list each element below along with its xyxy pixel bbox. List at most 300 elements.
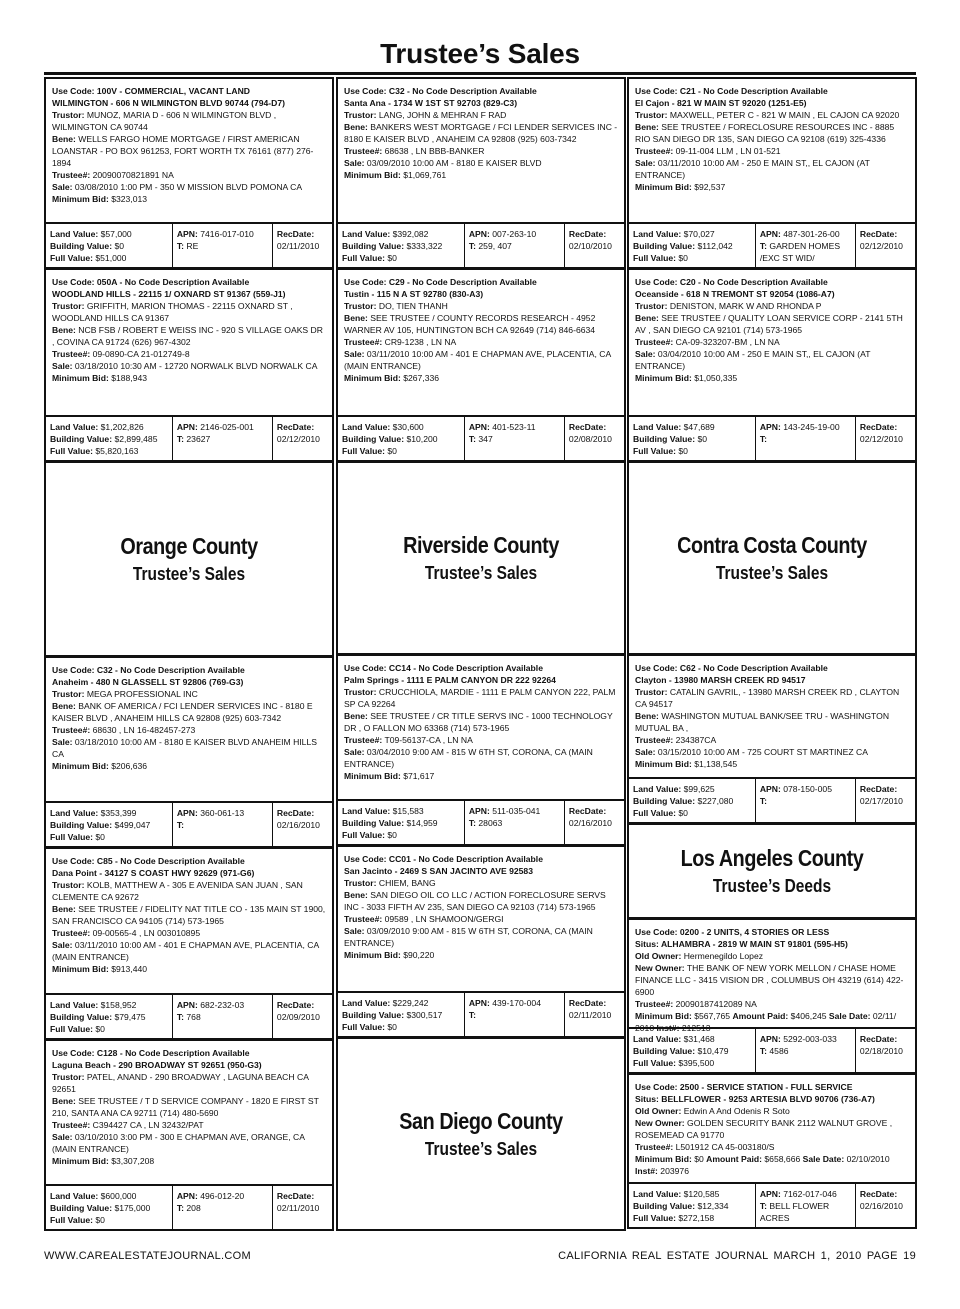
- value-line: [633, 433, 751, 445]
- value-line: [469, 805, 560, 817]
- listing-line: [635, 938, 909, 950]
- listing-text: [338, 270, 624, 384]
- value-line: [277, 999, 328, 1011]
- county-name: Riverside County: [403, 532, 559, 558]
- value-amount: $600,000: [98, 1191, 137, 1201]
- listing-line: [344, 97, 618, 109]
- listing-line: [52, 664, 326, 676]
- listing-line: [344, 734, 618, 746]
- field-value: 03/15/2010 10:00 AM - 725 COURT ST MARTINEZ CA: [655, 747, 868, 757]
- field-value: 03/10/2010 3:00 PM - 300 E CHAPMAN AVE, ORANGE, CA (MAIN ENTRANCE): [52, 1132, 305, 1154]
- listing-line: [635, 998, 909, 1010]
- field-value: 20090187412089 NA: [673, 999, 757, 1009]
- listing-line: [52, 1059, 326, 1071]
- field-label: WOODLAND HILLS - 22115 1/ OXNARD ST 91367 (559-J1): [52, 289, 286, 299]
- field-value: CR9-1238 , LN NA: [382, 337, 457, 347]
- value-label: Building Value:: [633, 1046, 696, 1056]
- values-cell: [46, 224, 172, 267]
- value-label: Building Value:: [50, 1012, 113, 1022]
- field-value: 03/11/2010 10:00 AM - 401 E CHAPMAN AVE, PLACENTIA, CA (MAIN ENTRANCE): [52, 940, 319, 962]
- value-amount: $47,689: [681, 422, 715, 432]
- listing-line: [52, 736, 326, 760]
- value-amount: $395,500: [675, 1058, 715, 1068]
- listing-line: [344, 662, 618, 674]
- value-amount: 401-523-11: [489, 422, 536, 432]
- listing-card: [336, 268, 626, 462]
- value-amount: 02/18/2010: [859, 1046, 903, 1056]
- listing-text: [46, 658, 332, 772]
- listing-line: [52, 85, 326, 97]
- field-label: Amount Paid:: [732, 1011, 789, 1021]
- field-label: Sale:: [344, 747, 365, 757]
- value-label: Land Value:: [50, 1191, 99, 1201]
- field-value: GOLDEN SECURITY BANK 2112 WALNUT GROVE , ROSEMEAD CA 91770: [635, 1118, 893, 1140]
- field-value: CATALIN GAVRIL, - 13980 MARSH CREEK RD , CLAYTON CA 94517: [635, 687, 900, 709]
- value-label: Full Value:: [633, 1058, 676, 1068]
- listing-line: [52, 676, 326, 688]
- listing-line: [52, 724, 326, 736]
- field-value: 68638 , LN BBB-BANKER: [382, 146, 485, 156]
- value-amount: $14,959: [404, 818, 438, 828]
- value-line: [50, 445, 168, 457]
- value-amount: 259, 407: [476, 241, 512, 251]
- value-line: [760, 433, 851, 445]
- listing-line: [52, 939, 326, 963]
- listing-line: [52, 688, 326, 700]
- field-label: Use Code: C20 - No Code Description Available: [635, 277, 828, 287]
- value-label: Building Value:: [50, 820, 113, 830]
- values-cell: [755, 779, 855, 822]
- values-cell: [272, 224, 332, 267]
- value-amount: 511-035-041: [489, 806, 541, 816]
- value-line: [50, 228, 168, 240]
- listing-line: [344, 372, 618, 384]
- value-label: Land Value:: [633, 1034, 682, 1044]
- value-amount: $120,585: [681, 1189, 720, 1199]
- field-label: Minimum Bid:: [635, 759, 692, 769]
- listing-line: [635, 157, 909, 181]
- field-label: Trustor:: [635, 301, 668, 311]
- values-cell: [629, 417, 755, 460]
- field-label: Sale:: [635, 158, 656, 168]
- field-label: Oceanside - 618 N TREMONT ST 92054 (1086-A7): [635, 289, 835, 299]
- listing-line: [635, 1165, 909, 1177]
- field-label: Bene:: [635, 313, 659, 323]
- value-line: [569, 1009, 620, 1021]
- values-cell: [464, 224, 564, 267]
- value-line: [50, 240, 168, 252]
- values-row: [46, 415, 332, 460]
- field-label: Use Code: C21 - No Code Description Available: [635, 86, 828, 96]
- field-value: SEE TRUSTEE / QUALITY LOAN SERVICE CORP - 2141 5TH AV , SAN DIEGO CA 92101 (714) 573-1965: [635, 313, 903, 335]
- field-label: Trustee#:: [635, 735, 674, 745]
- value-amount: $0: [675, 808, 688, 818]
- listing-line: [52, 760, 326, 772]
- value-line: [469, 1009, 560, 1021]
- value-line: [50, 999, 168, 1011]
- value-label: APN:: [176, 229, 198, 239]
- field-label: Use Code: 0200 - 2 UNITS, 4 STORIES OR LESS: [635, 927, 830, 937]
- field-label: Trustor:: [344, 687, 377, 697]
- value-amount: $0: [695, 434, 708, 444]
- value-line: [342, 1021, 460, 1033]
- value-amount: 02/16/2010: [276, 820, 320, 830]
- value-line: [860, 1200, 911, 1212]
- listing-line: [344, 710, 618, 734]
- value-line: [342, 228, 460, 240]
- field-value: 09-11-004 LLM , LN 01-521: [673, 146, 781, 156]
- value-amount: 208: [184, 1203, 201, 1213]
- values-cell: [464, 417, 564, 460]
- values-cell: [755, 1184, 855, 1227]
- values-cell: [272, 417, 332, 460]
- field-value: C394427 CA , LN 32432/PAT: [90, 1120, 204, 1130]
- field-label: Sale:: [52, 361, 73, 371]
- value-line: [50, 1202, 168, 1214]
- listing-text: [629, 920, 915, 1034]
- value-amount: 02/10/2010: [568, 241, 612, 251]
- listing-line: [52, 181, 326, 193]
- value-label: T:: [759, 1201, 767, 1211]
- field-label: Trustee#:: [344, 146, 383, 156]
- field-label: Trustor:: [344, 110, 377, 120]
- listing-line: [635, 1153, 909, 1165]
- value-line: [342, 252, 460, 264]
- value-line: [50, 807, 168, 819]
- field-label: Trustor:: [52, 689, 85, 699]
- county-subtitle: Trustee’s Deeds: [712, 876, 832, 896]
- value-label: APN:: [759, 229, 781, 239]
- field-label: Use Code: C62 - No Code Description Available: [635, 663, 828, 673]
- value-amount: $0: [112, 241, 125, 251]
- value-label: Full Value:: [50, 446, 93, 456]
- value-line: [50, 1214, 168, 1226]
- values-cell: [338, 417, 464, 460]
- value-line: [760, 228, 851, 240]
- field-label: Trustor:: [344, 301, 377, 311]
- value-label: Building Value:: [50, 1203, 113, 1213]
- listing-line: [635, 674, 909, 686]
- value-amount: $10,479: [695, 1046, 729, 1056]
- listing-line: [635, 312, 909, 336]
- listing-line: [52, 1155, 326, 1167]
- value-line: [760, 1200, 851, 1224]
- value-line: [860, 240, 911, 252]
- value-label: Land Value:: [342, 422, 391, 432]
- value-amount: 28063: [476, 818, 503, 828]
- listing-line: [52, 963, 326, 975]
- field-label: New Owner:: [635, 963, 685, 973]
- listing-line: [52, 276, 326, 288]
- value-line: [633, 1200, 751, 1212]
- field-label: Minimum Bid:: [635, 182, 692, 192]
- listing-line: [344, 770, 618, 782]
- value-line: [760, 1033, 851, 1045]
- value-label: Building Value:: [633, 796, 696, 806]
- field-label: Trustee#:: [52, 349, 91, 359]
- value-line: [342, 817, 460, 829]
- listing-line: [344, 865, 618, 877]
- field-label: Situs: BELLFLOWER - 9253 ARTESIA BLVD 90706 (736-A7): [635, 1094, 875, 1104]
- value-line: [277, 1011, 328, 1023]
- value-label: Full Value:: [633, 253, 676, 263]
- values-row: [46, 801, 332, 846]
- field-value: CA-09-323207-BM , LN NA: [673, 337, 780, 347]
- value-amount: $0: [675, 253, 688, 263]
- listing-line: [52, 193, 326, 205]
- listing-line: [635, 109, 909, 121]
- value-line: [177, 240, 268, 252]
- field-label: El Cajon - 821 W MAIN ST 92020 (1251-E5): [635, 98, 807, 108]
- value-line: [177, 433, 268, 445]
- field-label: Use Code: C128 - No Code Description Available: [52, 1048, 250, 1058]
- field-value: NCB FSB / ROBERT E WEISS INC - 920 S VILLAGE OAKS DR , COVINA CA 91724 (626) 967-4302: [52, 325, 323, 347]
- listing-line: [344, 348, 618, 372]
- field-value: 203976: [657, 1166, 689, 1176]
- values-cell: [338, 993, 464, 1036]
- values-cell: [272, 803, 332, 846]
- value-line: [760, 240, 851, 264]
- field-value: 03/09/2010 10:00 AM - 8180 E KAISER BLVD: [364, 158, 542, 168]
- field-label: Minimum Bid:: [344, 771, 401, 781]
- values-cell: [855, 224, 915, 267]
- field-label: Trustee#:: [344, 337, 383, 347]
- county-name: San Diego County: [399, 1108, 563, 1134]
- values-row: [338, 799, 624, 844]
- listing-text: [338, 847, 624, 961]
- listing-line: [52, 300, 326, 324]
- value-amount: $0: [384, 1022, 397, 1032]
- field-label: Tustin - 115 N A ST 92780 (830-A3): [344, 289, 484, 299]
- field-label: Amount Paid:: [706, 1154, 763, 1164]
- value-amount: 5292-003-033: [780, 1034, 837, 1044]
- listing-line: [635, 1093, 909, 1105]
- listing-line: [635, 962, 909, 998]
- field-value: MUNOZ, MARIA D - 606 N WILMINGTON BLVD , WILMINGTON CA 90744: [52, 110, 277, 132]
- value-label: Land Value:: [342, 229, 391, 239]
- value-line: [569, 805, 620, 817]
- value-amount: 4586: [767, 1046, 789, 1056]
- value-amount: 02/12/2010: [859, 434, 903, 444]
- listing-line: [52, 855, 326, 867]
- field-value: 03/11/2010 10:00 AM - 401 E CHAPMAN AVE, PLACENTIA, CA (MAIN ENTRANCE): [344, 349, 611, 371]
- value-line: [469, 997, 560, 1009]
- value-line: [860, 795, 911, 807]
- value-label: APN:: [759, 784, 781, 794]
- listing-text: [338, 656, 624, 782]
- field-label: Anaheim - 480 N GLASSELL ST 92806 (769-G3): [52, 677, 244, 687]
- field-value: GRIFFITH, MARION THOMAS - 22115 OXNARD ST , WOODLAND HILLS CA 91367: [52, 301, 293, 323]
- field-label: Minimum Bid:: [344, 950, 401, 960]
- field-label: Trustee#:: [635, 337, 674, 347]
- field-value: SEE TRUSTEE / T D SERVICE COMPANY - 1820 E FIRST ST 210, SANTA ANA CA 92711 (714) 480-5690: [52, 1096, 319, 1118]
- values-cell: [46, 995, 172, 1038]
- county-header-contra-costa: [627, 461, 917, 655]
- field-label: Trustee#:: [635, 146, 674, 156]
- listing-line: [635, 97, 909, 109]
- listing-line: [635, 926, 909, 938]
- value-line: [277, 1190, 328, 1202]
- field-value: WELLS FARGO HOME MORTGAGE / FIRST AMERICAN LOANSTAR - PO BOX 961253, FORT WORTH TX 76161 (877) 276-1894: [52, 134, 314, 168]
- listing-line: [52, 1131, 326, 1155]
- values-cell: [272, 995, 332, 1038]
- field-value: Hermenegildo Lopez: [681, 951, 764, 961]
- field-value: $567,765: [691, 1011, 733, 1021]
- value-amount: 23627: [184, 434, 211, 444]
- listing-line: [52, 169, 326, 181]
- field-value: $71,617: [400, 771, 435, 781]
- listing-line: [344, 121, 618, 145]
- value-label: RecDate:: [859, 784, 898, 794]
- field-value: 09589 , LN SHAMOON/GERGI: [382, 914, 504, 924]
- value-line: [342, 240, 460, 252]
- value-amount: $272,158: [675, 1213, 715, 1223]
- value-amount: 7416-017-010: [197, 229, 254, 239]
- listing-line: [344, 145, 618, 157]
- value-amount: 02/16/2010: [568, 818, 612, 828]
- field-label: Santa Ana - 1734 W 1ST ST 92703 (829-C3): [344, 98, 518, 108]
- field-label: Dana Point - 34127 S COAST HWY 92629 (971-G6): [52, 868, 255, 878]
- field-value: 68630 , LN 16-482457-273: [90, 725, 196, 735]
- values-row: [629, 415, 915, 460]
- value-line: [342, 445, 460, 457]
- value-amount: 682-232-03: [197, 1000, 245, 1010]
- values-cell: [629, 779, 755, 822]
- value-line: [342, 997, 460, 1009]
- field-value: BANKERS WEST MORTGAGE / FCI LENDER SERVICES INC - 8180 E KAISER BLVD , ANAHEIM CA 92808 (925) 603-7342: [344, 122, 618, 144]
- listing-line: [52, 879, 326, 903]
- value-label: RecDate:: [859, 229, 898, 239]
- value-line: [633, 807, 751, 819]
- value-line: [633, 1188, 751, 1200]
- value-amount: $5,820,163: [92, 446, 139, 456]
- listing-line: [635, 300, 909, 312]
- value-line: [633, 421, 751, 433]
- value-label: Building Value:: [633, 1201, 696, 1211]
- value-label: Land Value:: [342, 998, 391, 1008]
- field-value: Edwin A And Odenis R Soto: [681, 1106, 790, 1116]
- county-subtitle: Trustee’s Sales: [424, 1139, 538, 1159]
- value-label: Building Value:: [342, 1010, 405, 1020]
- values-cell: [564, 993, 624, 1036]
- field-value: $1,069,761: [400, 170, 447, 180]
- value-label: Land Value:: [342, 806, 391, 816]
- listing-line: [52, 1119, 326, 1131]
- field-value: $406,245: [788, 1011, 829, 1021]
- listing-line: [344, 312, 618, 336]
- listing-line: [52, 288, 326, 300]
- listing-line: [635, 734, 909, 746]
- listing-line: [635, 758, 909, 770]
- value-line: [569, 421, 620, 433]
- listing-line: [344, 85, 618, 97]
- value-amount: 02/12/2010: [276, 434, 320, 444]
- field-value: 02/11/ 2010: [635, 1011, 897, 1033]
- value-line: [569, 228, 620, 240]
- value-label: T:: [468, 1010, 476, 1020]
- value-line: [569, 240, 620, 252]
- value-amount: $392,082: [390, 229, 429, 239]
- listing-line: [635, 662, 909, 674]
- field-label: Sale:: [52, 1132, 73, 1142]
- values-cell: [629, 1029, 755, 1072]
- value-line: [633, 252, 751, 264]
- field-value: 03/08/2010 1:00 PM - 350 W MISSION BLVD POMONA CA: [72, 182, 303, 192]
- listing-line: [635, 288, 909, 300]
- value-line: [277, 819, 328, 831]
- value-amount: 360-061-13: [197, 808, 245, 818]
- listing-line: [52, 133, 326, 169]
- field-value: CHIEM, BANG: [376, 878, 436, 888]
- listing-line: [344, 276, 618, 288]
- listing-line: [52, 97, 326, 109]
- value-line: [50, 1190, 168, 1202]
- field-label: Bene:: [344, 711, 368, 721]
- value-line: [860, 1188, 911, 1200]
- listing-line: [635, 348, 909, 372]
- values-row: [629, 1027, 915, 1072]
- listing-line: [635, 276, 909, 288]
- value-amount: $333,322: [404, 241, 443, 251]
- listing-line: [52, 1047, 326, 1059]
- listing-card: [44, 656, 334, 848]
- value-line: [633, 795, 751, 807]
- value-amount: 439-170-004: [489, 998, 541, 1008]
- values-row: [338, 222, 624, 267]
- values-row: [629, 222, 915, 267]
- value-label: Full Value:: [342, 253, 385, 263]
- values-cell: [338, 801, 464, 844]
- value-line: [860, 783, 911, 795]
- field-label: Bene:: [344, 122, 368, 132]
- field-label: Trustor:: [635, 110, 668, 120]
- listing-line: [344, 109, 618, 121]
- value-line: [469, 433, 560, 445]
- listing-text: [46, 79, 332, 205]
- listing-line: [52, 700, 326, 724]
- value-label: APN:: [468, 806, 490, 816]
- listing-line: [344, 157, 618, 169]
- value-amount: RE: [184, 241, 199, 251]
- field-label: Trustor:: [52, 1072, 85, 1082]
- value-amount: 02/11/2010: [276, 1203, 320, 1213]
- value-line: [342, 433, 460, 445]
- listing-line: [344, 889, 618, 913]
- value-label: Land Value:: [633, 1189, 682, 1199]
- county-header-orange: [44, 461, 334, 657]
- value-label: RecDate:: [276, 422, 315, 432]
- value-line: [277, 240, 328, 252]
- county-name: Los Angeles County: [680, 845, 864, 871]
- title-rule: [44, 72, 916, 75]
- values-cell: [755, 224, 855, 267]
- field-label: Trustee#:: [635, 999, 674, 1009]
- value-amount: $175,000: [112, 1203, 151, 1213]
- field-label: Bene:: [344, 313, 368, 323]
- values-cell: [855, 1184, 915, 1227]
- value-amount: 02/08/2010: [568, 434, 612, 444]
- value-amount: 143-245-19-00: [780, 422, 840, 432]
- listing-text: [629, 1075, 915, 1177]
- field-label: Trustor:: [52, 110, 85, 120]
- field-label: Trustee#:: [52, 170, 91, 180]
- value-line: [760, 795, 851, 807]
- field-label: Sale Date:: [828, 1011, 871, 1021]
- value-line: [177, 807, 268, 819]
- value-label: APN:: [176, 422, 198, 432]
- value-line: [50, 252, 168, 264]
- field-value: 09-0890-CA 21-012749-8: [90, 349, 190, 359]
